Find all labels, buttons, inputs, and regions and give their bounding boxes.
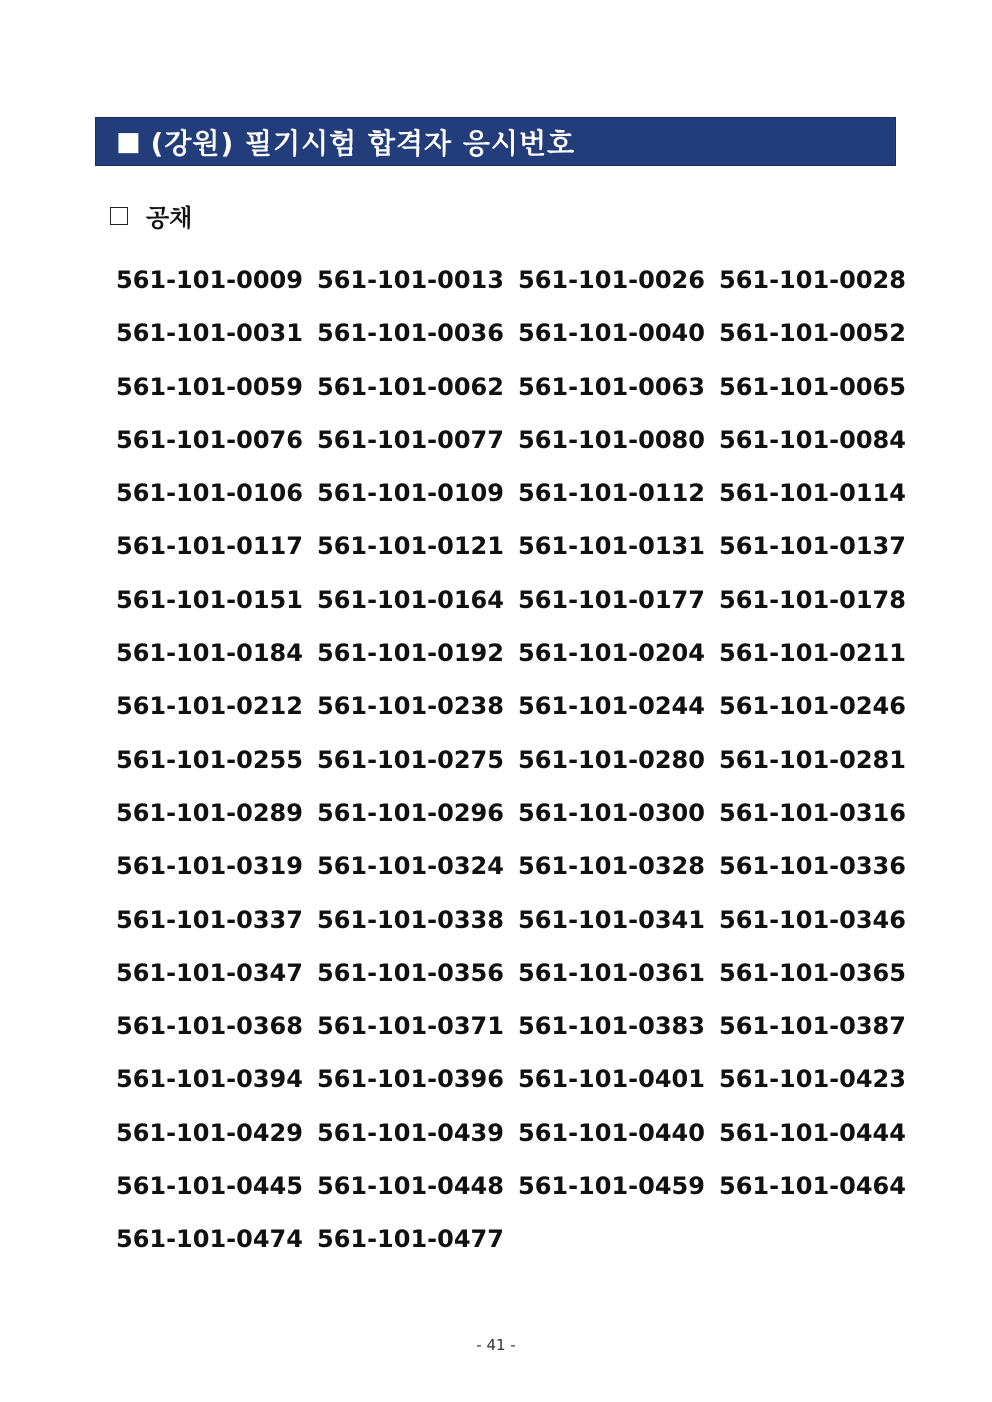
exam-number: 561-101-0062 [317, 372, 504, 401]
exam-number: 561-101-0328 [518, 852, 705, 881]
exam-number: 561-101-0324 [317, 852, 504, 881]
exam-number: 561-101-0401 [518, 1065, 705, 1094]
subsection-label: 공채 [146, 204, 193, 232]
exam-number: 561-101-0439 [317, 1118, 504, 1147]
exam-number: 561-101-0255 [116, 745, 303, 774]
exam-number: 561-101-0212 [116, 692, 303, 721]
exam-number: 561-101-0117 [116, 532, 303, 561]
exam-number: 561-101-0244 [518, 692, 705, 721]
exam-number: 561-101-0028 [719, 266, 906, 294]
exam-number: 561-101-0063 [518, 372, 705, 401]
exam-number: 561-101-0109 [317, 479, 504, 508]
exam-number: 561-101-0371 [317, 1012, 504, 1041]
title-square-icon: ■ [116, 126, 141, 157]
exam-number: 561-101-0114 [719, 479, 906, 508]
section-title: (강원) 필기시험 합격자 응시번호 [150, 126, 576, 160]
exam-number: 561-101-0052 [719, 319, 906, 348]
exam-number: 561-101-0177 [518, 585, 705, 614]
exam-number: 561-101-0319 [116, 852, 303, 881]
exam-number: 561-101-0184 [116, 639, 303, 668]
exam-number: 561-101-0076 [116, 425, 303, 454]
exam-number: 561-101-0347 [116, 958, 303, 987]
exam-number: 561-101-0429 [116, 1118, 303, 1147]
exam-number: 561-101-0464 [719, 1172, 906, 1201]
exam-number: 561-101-0387 [719, 1012, 906, 1041]
exam-number: 561-101-0106 [116, 479, 303, 508]
exam-number: 561-101-0361 [518, 958, 705, 987]
exam-number: 561-101-0065 [719, 372, 906, 401]
exam-number: 561-101-0112 [518, 479, 705, 508]
exam-number: 561-101-0077 [317, 425, 504, 454]
section-title-bar [95, 117, 896, 166]
exam-number: 561-101-0137 [719, 532, 906, 561]
exam-number: 561-101-0477 [317, 1225, 504, 1254]
exam-number: 561-101-0338 [317, 905, 504, 934]
exam-number: 561-101-0296 [317, 798, 504, 827]
exam-number: 561-101-0192 [317, 639, 504, 668]
exam-number: 561-101-0444 [719, 1118, 906, 1147]
exam-number: 561-101-0026 [518, 266, 705, 294]
exam-number: 561-101-0346 [719, 905, 906, 934]
exam-number: 561-101-0040 [518, 319, 705, 348]
exam-number: 561-101-0289 [116, 798, 303, 827]
exam-number: 561-101-0365 [719, 958, 906, 987]
exam-number: 561-101-0031 [116, 319, 303, 348]
exam-number: 561-101-0341 [518, 905, 705, 934]
exam-number: 561-101-0474 [116, 1225, 303, 1254]
exam-number: 561-101-0151 [116, 585, 303, 614]
exam-number: 561-101-0396 [317, 1065, 504, 1094]
exam-number: 561-101-0080 [518, 425, 705, 454]
exam-number: 561-101-0059 [116, 372, 303, 401]
checkbox-icon [110, 207, 128, 225]
exam-number: 561-101-0246 [719, 692, 906, 721]
exam-number: 561-101-0281 [719, 745, 906, 774]
exam-number: 561-101-0131 [518, 532, 705, 561]
exam-number: 561-101-0211 [719, 639, 906, 668]
exam-number: 561-101-0337 [116, 905, 303, 934]
exam-number: 561-101-0013 [317, 266, 504, 294]
exam-number: 561-101-0300 [518, 798, 705, 827]
exam-number: 561-101-0383 [518, 1012, 705, 1041]
exam-number: 561-101-0238 [317, 692, 504, 721]
exam-number: 561-101-0178 [719, 585, 906, 614]
exam-number: 561-101-0316 [719, 798, 906, 827]
exam-number: 561-101-0084 [719, 425, 906, 454]
exam-number: 561-101-0459 [518, 1172, 705, 1201]
exam-number: 561-101-0356 [317, 958, 504, 987]
exam-number: 561-101-0164 [317, 585, 504, 614]
exam-number-grid [116, 262, 916, 1275]
exam-number: 561-101-0204 [518, 639, 705, 668]
exam-number: 561-101-0448 [317, 1172, 504, 1201]
exam-number: 561-101-0394 [116, 1065, 303, 1094]
exam-number: 561-101-0445 [116, 1172, 303, 1201]
exam-number: 561-101-0275 [317, 745, 504, 774]
exam-number: 561-101-0121 [317, 532, 504, 561]
exam-number: 561-101-0280 [518, 745, 705, 774]
exam-number: 561-101-0036 [317, 319, 504, 348]
exam-number: 561-101-0009 [116, 266, 303, 294]
page-number: - 41 - [476, 1336, 516, 1354]
exam-number: 561-101-0368 [116, 1012, 303, 1041]
subsection-heading [110, 198, 192, 233]
exam-number: 561-101-0423 [719, 1065, 906, 1094]
exam-number: 561-101-0440 [518, 1118, 705, 1147]
exam-number: 561-101-0336 [719, 852, 906, 881]
